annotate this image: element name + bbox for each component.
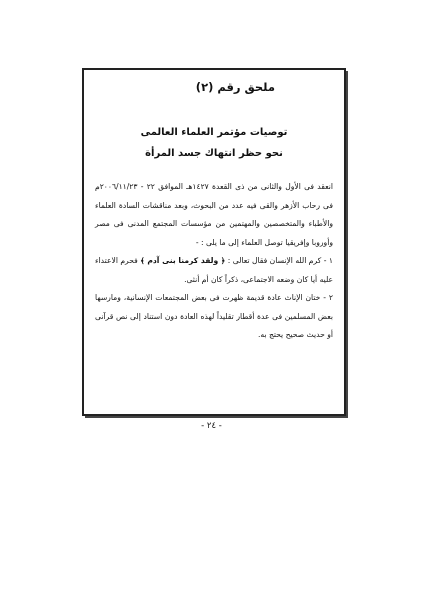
recommendation-item-2 bbox=[95, 289, 333, 345]
recommendation-item-1 bbox=[95, 252, 333, 289]
item-number: ١ - bbox=[323, 256, 333, 265]
item-rest: فحرم الاعتداء عليه أيا كان وضعه الاجتماعى، ذكراً كان أم أنثى. bbox=[95, 256, 333, 284]
appendix-title: ملحق رقم (٢) bbox=[195, 80, 275, 94]
item-lead: كرم الله الإنسان فقال تعالى : bbox=[227, 256, 322, 265]
heading-line-2: نحو حظر انتهاك جسد المرأة bbox=[145, 148, 283, 159]
item-text: ختان الإناث عادة قديمة ظهرت فى بعض المجتمعات الإنسانية، ومارسها بعض المسلمين فى عدة أقطار تقليداً لهذه العادة دون استناد إلى نص قرآنى أو حديث صحيح يحتج به. bbox=[95, 293, 333, 339]
page-frame bbox=[82, 68, 346, 416]
quran-quote: ﴿ ولقد كرمنا بنى آدم ﴾ bbox=[140, 256, 226, 265]
heading-line-1: توصيات مؤتمر العلماء العالمى bbox=[140, 127, 288, 138]
intro-paragraph: انعقد فى الأول والثانى من ذى القعدة ١٤٢٧هـ الموافق ٢٢ - ٢٠٠٦/١١/٢٣م فى رحاب الأزهر والقى فيه عدد من البحوث، وبعد مناقشات السادة العلماء والأطباء والمتخصصين والمهتمين من مؤسسات المجتمع المدنى فى مصر وأوروبا وإفريقيا توصل العلماء إلى ما يلى : - bbox=[95, 182, 333, 247]
item-number: ٢ - bbox=[323, 293, 333, 302]
document-heading bbox=[95, 122, 333, 164]
page-number: - ٢٤ - bbox=[201, 421, 222, 431]
body-text bbox=[95, 178, 333, 345]
page-content bbox=[95, 80, 333, 345]
